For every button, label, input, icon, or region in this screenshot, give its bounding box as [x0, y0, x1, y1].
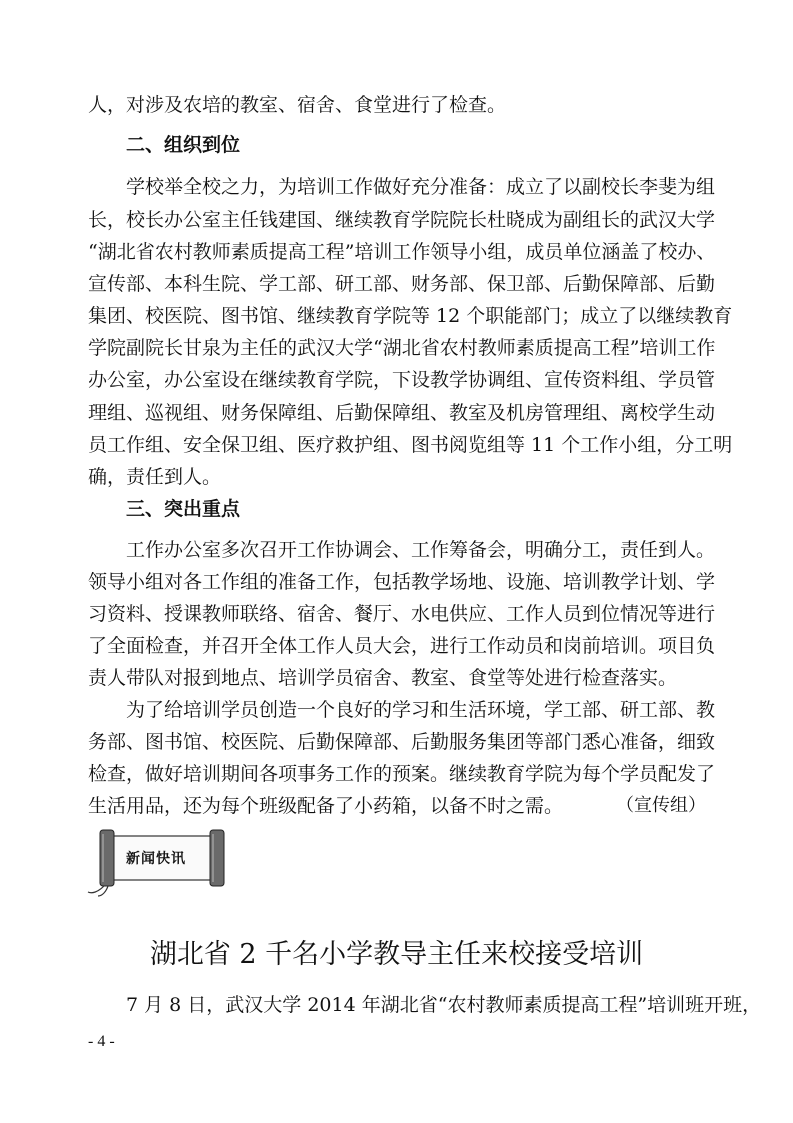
paragraph-line: “湖北省农村教师素质提高工程”培训工作领导小组，成员单位涵盖了校办、	[88, 241, 716, 263]
article-title: 湖北省 2 千名小学教导主任来校接受培训	[149, 939, 644, 970]
paragraph-line: 确，责任到人。	[88, 466, 222, 488]
banner-label: 新闻快讯	[126, 851, 186, 867]
section-heading-focus: 三、突出重点	[126, 498, 241, 520]
paragraph-line: 人，对涉及农培的教室、宿舍、食堂进行了检查。	[88, 94, 507, 116]
paragraph-line: 工作办公室多次召开工作协调会、工作筹备会，明确分工，责任到人。	[126, 539, 716, 561]
paragraph-line: 学校举全校之力，为培训工作做好充分准备：成立了以副校长李斐为组	[126, 176, 716, 198]
paragraph-line: 7 月 8 日，武汉大学 2014 年湖北省“农村教师素质提高工程”培训班开班，	[126, 994, 762, 1016]
paragraph-line: 宣传部、本科生院、学工部、研工部、财务部、保卫部、后勤保障部、后勤	[88, 273, 716, 295]
page-number: - 4 -	[88, 1033, 115, 1050]
news-flash-banner	[84, 822, 234, 898]
paragraph-line: 生活用品，还为每个班级配备了小药箱，以备不时之需。	[88, 795, 564, 817]
paragraph-line: 学院副院长甘泉为主任的武汉大学“湖北省农村教师素质提高工程”培训工作	[88, 337, 716, 359]
paragraph-line: 责人带队对报到地点、培训学员宿舍、教室、食堂等处进行检查落实。	[88, 667, 678, 689]
paragraph-line: 为了给培训学员创造一个良好的学习和生活环境，学工部、研工部、教	[126, 699, 716, 721]
paragraph-line: 检查，做好培训期间各项事务工作的预案。继续教育学院为每个学员配发了	[88, 763, 716, 785]
paragraph-line: 领导小组对各工作组的准备工作，包括教学场地、设施、培训教学计划、学	[88, 571, 716, 593]
paragraph-line: 集团、校医院、图书馆、继续教育学院等 12 个职能部门；成立了以继续教育	[88, 305, 733, 327]
paragraph-line: 长，校长办公室主任钱建国、继续教育学院院长杜晓成为副组长的武汉大学	[88, 209, 716, 231]
paragraph-line: 习资料、授课教师联络、宿舍、餐厅、水电供应、工作人员到位情况等进行	[88, 603, 716, 625]
section-heading-organization: 二、组织到位	[126, 134, 241, 156]
paragraph-line: 了全面检查，并召开全体工作人员大会，进行工作动员和岗前培训。项目负	[88, 635, 716, 657]
author-signature: （宣传组）	[616, 795, 706, 816]
paragraph-line: 办公室，办公室设在继续教育学院，下设教学协调组、宣传资料组、学员管	[88, 369, 716, 391]
paragraph-line: 务部、图书馆、校医院、后勤保障部、后勤服务集团等部门悉心准备，细致	[88, 731, 716, 753]
paragraph-line: 理组、巡视组、财务保障组、后勤保障组、教室及机房管理组、离校学生动	[88, 402, 716, 424]
paragraph-line: 员工作组、安全保卫组、医疗救护组、图书阅览组等 11 个工作小组，分工明	[88, 434, 733, 456]
